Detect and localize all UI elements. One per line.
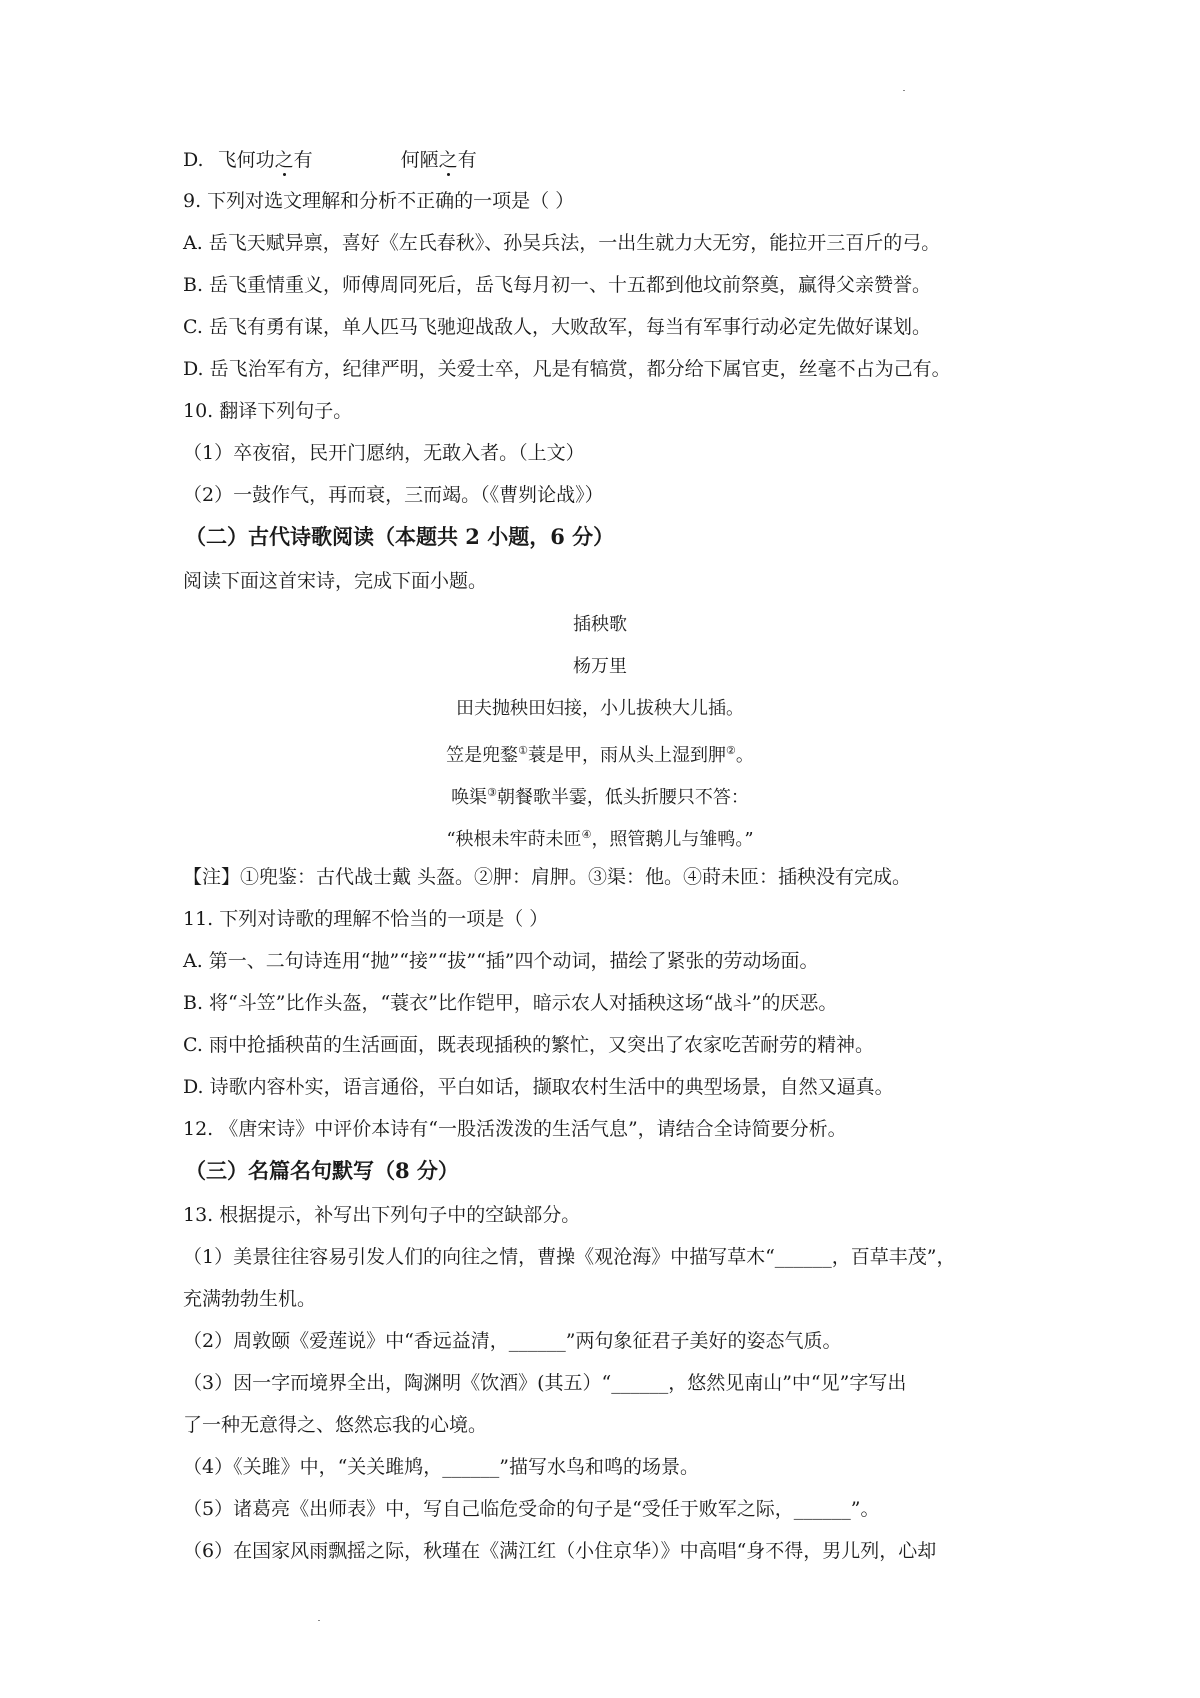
q13-line: 了一种无意得之、悠然忘我的心境。: [183, 1414, 488, 1436]
section-2-title: （二）古代诗歌阅读（本题共 2 小题，6 分）: [185, 524, 615, 549]
poem-line-4: [0, 822, 1200, 853]
poem-text: 田夫抛秧田妇接，小儿拔秧大儿插。: [456, 698, 744, 719]
phrase-b-pre: 何陋: [400, 149, 439, 171]
q13-stem: 13. 根据提示，补写出下列句子中的空缺部分。: [183, 1204, 581, 1226]
poem-author: 杨万里: [573, 656, 627, 677]
emphasis-char: 之: [438, 149, 458, 171]
q12-stem: 12. 《唐宋诗》中评价本诗有“一股活泼泼的生活气息”，请结合全诗简要分析。: [183, 1118, 847, 1140]
poem-text: 朝餐歌半霎，低头折腰只不答：: [496, 787, 749, 808]
q9-option-c: C. 岳飞有勇有谋，单人匹马飞驰迎战敌人，大败敌军，每当有军事行动必定先做好谋划。: [183, 316, 931, 338]
q9-stem: 9. 下列对选文理解和分析不正确的一项是（ ）: [183, 190, 575, 212]
poem-title: 插秧歌: [573, 614, 627, 635]
scan-speck: [318, 1620, 320, 1621]
q13-line: （6）在国家风雨飘摇之际，秋瑾在《满江红（小住京华）》中高唱“身不得，男儿列，心却: [183, 1540, 937, 1562]
q10-stem: 10. 翻译下列句子。: [183, 400, 353, 422]
poem-text: 蓑是甲，雨从头上湿到胛: [528, 745, 726, 766]
q13-line: （4）《关雎》中，“关关雎鸠，______”描写水鸟和鸣的场景。: [183, 1456, 700, 1478]
q11-option-b: B. 将“斗笠”比作头盔，“蓑衣”比作铠甲，暗示农人对插秧这场“战斗”的厌恶。: [183, 992, 838, 1014]
phrase-a-pre: 飞何功: [217, 149, 275, 171]
q13-line: （2）周敦颐《爱莲说》中“香远益清，______”两句象征君子美好的姿态气质。: [183, 1330, 842, 1352]
poem-line-3: [0, 780, 1200, 811]
q9-option-d: D. 岳飞治军有方，纪律严明，关爱士卒，凡是有犒赏，都分给下属官吏，丝毫不占为己有。: [183, 358, 951, 380]
poem-line-1: [0, 696, 1200, 722]
footnote-mark: ④: [581, 828, 592, 841]
poem-note: 【注】①兜鉴：古代战士戴 头盔。②胛：肩胛。③渠：他。④莳未匝：插秧没有完成。: [183, 866, 912, 888]
poem-text: “秧根未牢莳未匝: [446, 829, 582, 850]
q11-stem: 11. 下列对诗歌的理解不恰当的一项是（ ）: [183, 908, 549, 930]
q13-line: （5）诸葛亮《出师表》中，写自己临危受命的句子是“受任于败军之际，______”。: [183, 1498, 880, 1520]
q11-option-d: D. 诗歌内容朴实，语言通俗，平白如话，撷取农村生活中的典型场景，自然又逼真。: [183, 1076, 894, 1098]
q13-line: （3）因一字而境界全出，陶渊明《饮酒》(其五）“______，悠然见南山”中“见”字写出: [183, 1372, 907, 1394]
q13-line: （1）美景往往容易引发人们的向往之情，曹操《观沧海》中描写草木“______，百草丰茂”，: [183, 1246, 956, 1268]
poem-text: 。: [735, 745, 754, 766]
poem-line-2: [0, 738, 1200, 769]
footnote-mark: ②: [726, 744, 736, 757]
section-3-title: （三）名篇名句默写（8 分）: [185, 1158, 459, 1183]
q13-line: 充满勃勃生机。: [183, 1288, 317, 1310]
phrase-b-post: 有: [457, 149, 477, 171]
footnote-mark: ①: [518, 744, 528, 757]
q8-option-d: [183, 147, 477, 173]
q9-option-a: A. 岳飞天赋异禀，喜好《左氏春秋》、孙吴兵法，一出生就力大无穷，能拉开三百斤的弓。: [183, 232, 941, 254]
option-label: D.: [183, 149, 204, 171]
poem-text: 唤渠: [451, 787, 488, 808]
section-2-intro: 阅读下面这首宋诗，完成下面小题。: [183, 570, 488, 592]
q11-option-c: C. 雨中抢插秧苗的生活画面，既表现插秧的繁忙，又突出了农家吃苦耐劳的精神。: [183, 1034, 874, 1056]
q10-item-2: （2）一鼓作气，再而衰，三而竭。（《曹刿论战》）: [183, 484, 604, 506]
footnote-mark: ③: [487, 786, 497, 799]
emphasis-char: 之: [274, 149, 294, 171]
q9-option-b: B. 岳飞重情重义，师傅周同死后，岳飞每月初一、十五都到他坟前祭奠，赢得父亲赞誉。: [183, 274, 932, 296]
q11-option-a: A. 第一、二句诗连用“抛”“接”“拔”“插”四个动词，描绘了紧张的劳动场面。: [183, 950, 819, 972]
poem-text: ，照管鹅儿与雏鸭。”: [591, 829, 754, 850]
scan-speck: [903, 90, 905, 91]
q10-item-1: （1）卒夜宿，民开门愿纳，无敢入者。（上文）: [183, 442, 585, 464]
phrase-a-post: 有: [293, 149, 313, 171]
poem-text: 笠是兜鍪: [446, 745, 519, 766]
